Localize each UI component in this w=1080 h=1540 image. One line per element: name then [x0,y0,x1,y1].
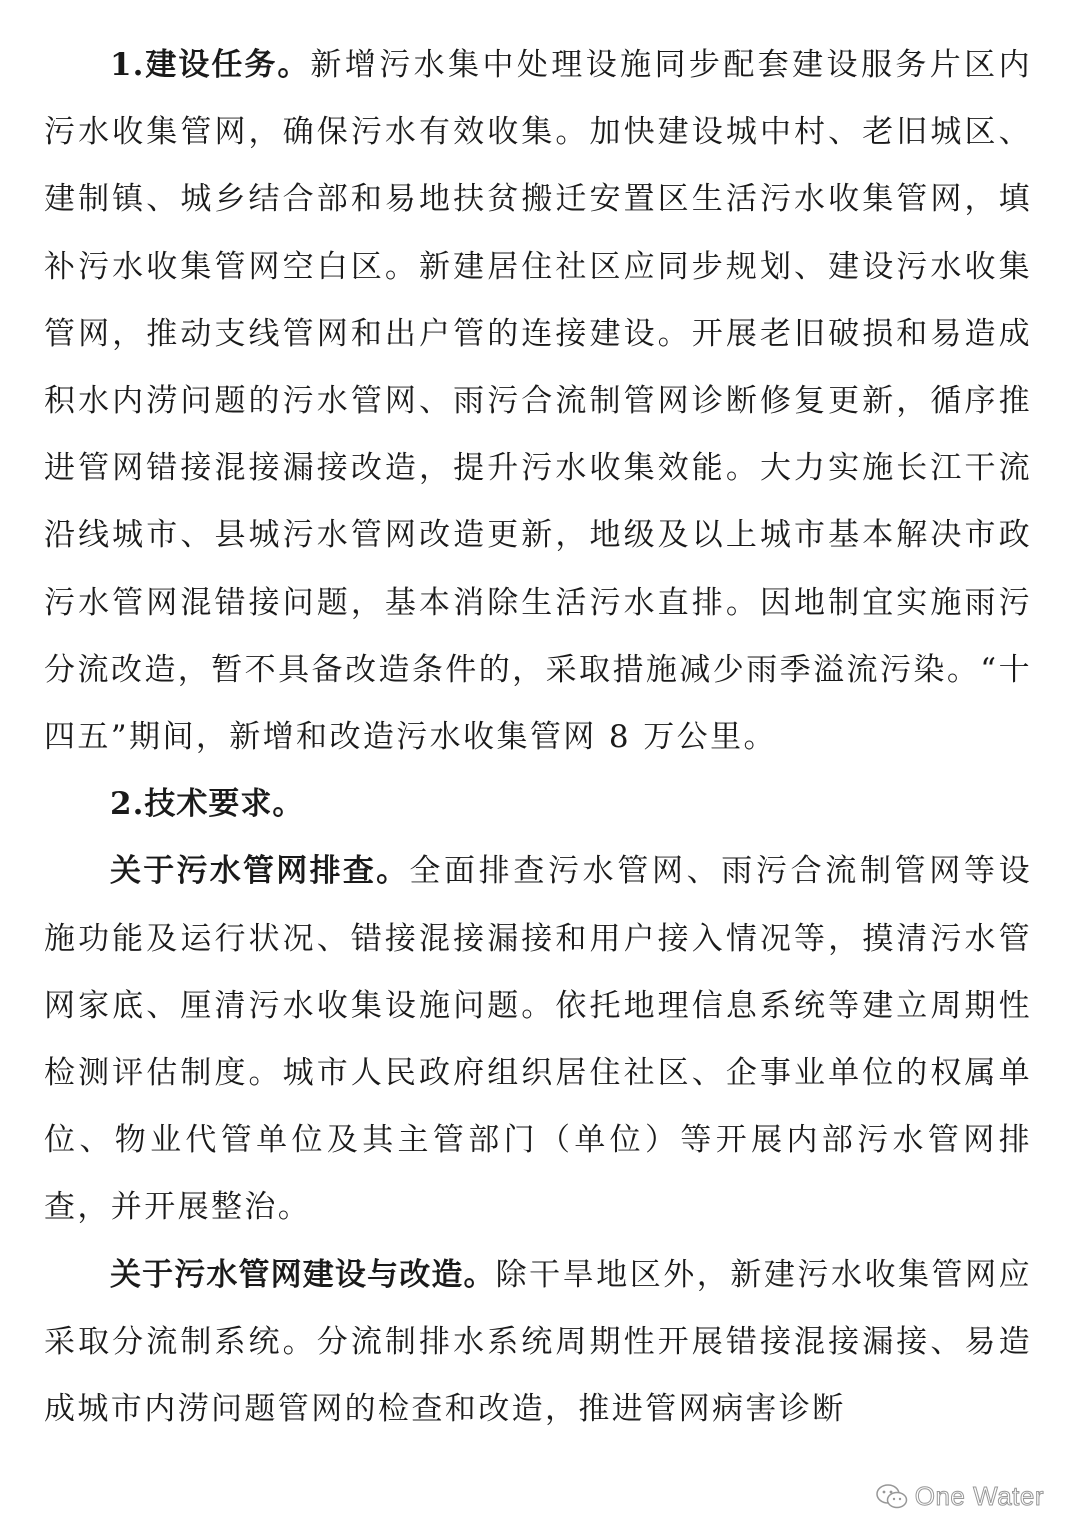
watermark [875,1481,1044,1512]
section-2-heading: 2.技术要求。 [110,786,305,823]
construction-heading: 关于污水管网建设与改造。 [110,1256,496,1293]
section-1-heading: 1.建设任务。 [110,47,311,83]
section-1-body: 新增污水集中处理设施同步配套建设服务片区内污水收集管网，确保污水有效收集。加快建设城中村、老旧城区、建制镇、城乡结合部和易地扶贫搬迁安置区生活污水收集管网，填补污水收集管网空白区。新建居住社区应同步规划、建设污水收集管网，推动支线管网和出户管的连接建设。开展老旧破损和易造成积水内涝问题的污水管网、雨污合流制管网诊断修复更新，循序推进管网错接混接漏接改造，提升污水收集效能。大力实施长江干流沿线城市、县城污水管网改造更新，地级及以上城市基本解决市政污水管网混错接问题，基本消除生活污水直排。因地制宜实施雨污分流改造，暂不具备改造条件的，采取措施减少雨季溢流污染。“十四五”期间，新增和改造污水收集管网 8 万公里。 [44,47,1032,756]
construction-body: 除干旱地区外，新建污水收集管网应采取分流制系统。分流制排水系统周期性开展错接混接漏接、易造成城市内涝问题管网的检查和改造，推进管网病害诊断 [44,1256,1033,1428]
survey-paragraph [44,838,1032,1241]
wechat-icon [875,1483,909,1511]
survey-body: 全面排查污水管网、雨污合流制管网等设施功能及运行状况、错接混接漏接和用户接入情况等，摸清污水管网家底、厘清污水收集设施问题。依托地理信息系统等建立周期性检测评估制度。城市人民政府组织居住社区、企事业单位的权属单位、物业代管单位及其主管部门（单位）等开展内部污水管网排查，并开展整治。 [44,853,1033,1226]
survey-heading: 关于污水管网排查。 [110,853,410,890]
construction-paragraph [44,1242,1032,1444]
document-page [44,32,1032,1443]
watermark-text: One Water [914,1481,1044,1511]
section-1-paragraph [44,32,1032,771]
